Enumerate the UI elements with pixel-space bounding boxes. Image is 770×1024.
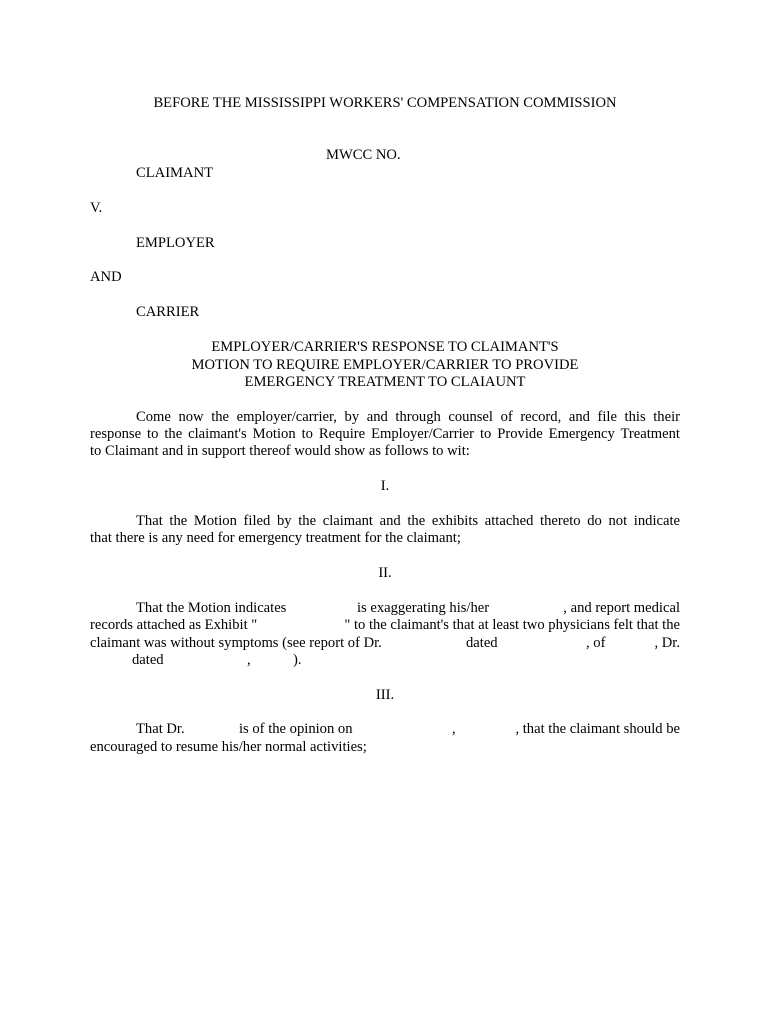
section-2-numeral: II. (378, 565, 392, 581)
section-1-line-2: that there is any need for emergency treatment for the claimant; (90, 530, 461, 546)
claimant-label: CLAIMANT (136, 165, 214, 181)
section-3-numeral: III. (375, 687, 395, 703)
section-1-numeral: I. (380, 478, 390, 494)
section-2-line-2: records attached as Exhibit " " to the claimant's that at least two physicians felt that the (90, 617, 680, 633)
section-2-line-1: That the Motion indicates is exaggerating his/her , and report medical (136, 600, 680, 616)
carrier-label: CARRIER (136, 304, 200, 320)
section-2-line-3: claimant was without symptoms (see report of Dr. dated , of , Dr. (90, 635, 680, 651)
versus-label: V. (90, 200, 103, 216)
intro-line-1: Come now the employer/carrier, by and through counsel of record, and file this their (136, 409, 680, 425)
section-3-line-1: That Dr. is of the opinion on , , that the claimant should be (136, 721, 680, 737)
intro-line-2: response to the claimant's Motion to Require Employer/Carrier to Provide Emergency Treatment (90, 426, 680, 442)
document-title-line-1: EMPLOYER/CARRIER'S RESPONSE TO CLAIMANT'S (211, 339, 559, 355)
section-2-line-4: dated , ). (132, 652, 302, 668)
employer-label: EMPLOYER (136, 235, 215, 251)
document-title-line-3: EMERGENCY TREATMENT TO CLAIAUNT (244, 374, 526, 390)
document-title-line-2: MOTION TO REQUIRE EMPLOYER/CARRIER TO PROVIDE (191, 357, 579, 373)
intro-line-3: to Claimant and in support thereof would show as follows to wit: (90, 443, 470, 459)
court-heading: BEFORE THE MISSISSIPPI WORKERS' COMPENSATION COMMISSION (153, 95, 617, 111)
section-3-line-2: encouraged to resume his/her normal activities; (90, 739, 367, 755)
and-label: AND (90, 269, 122, 285)
case-number-label: MWCC NO. (326, 147, 401, 163)
section-1-line-1: That the Motion filed by the claimant and the exhibits attached thereto do not indicate (136, 513, 680, 529)
